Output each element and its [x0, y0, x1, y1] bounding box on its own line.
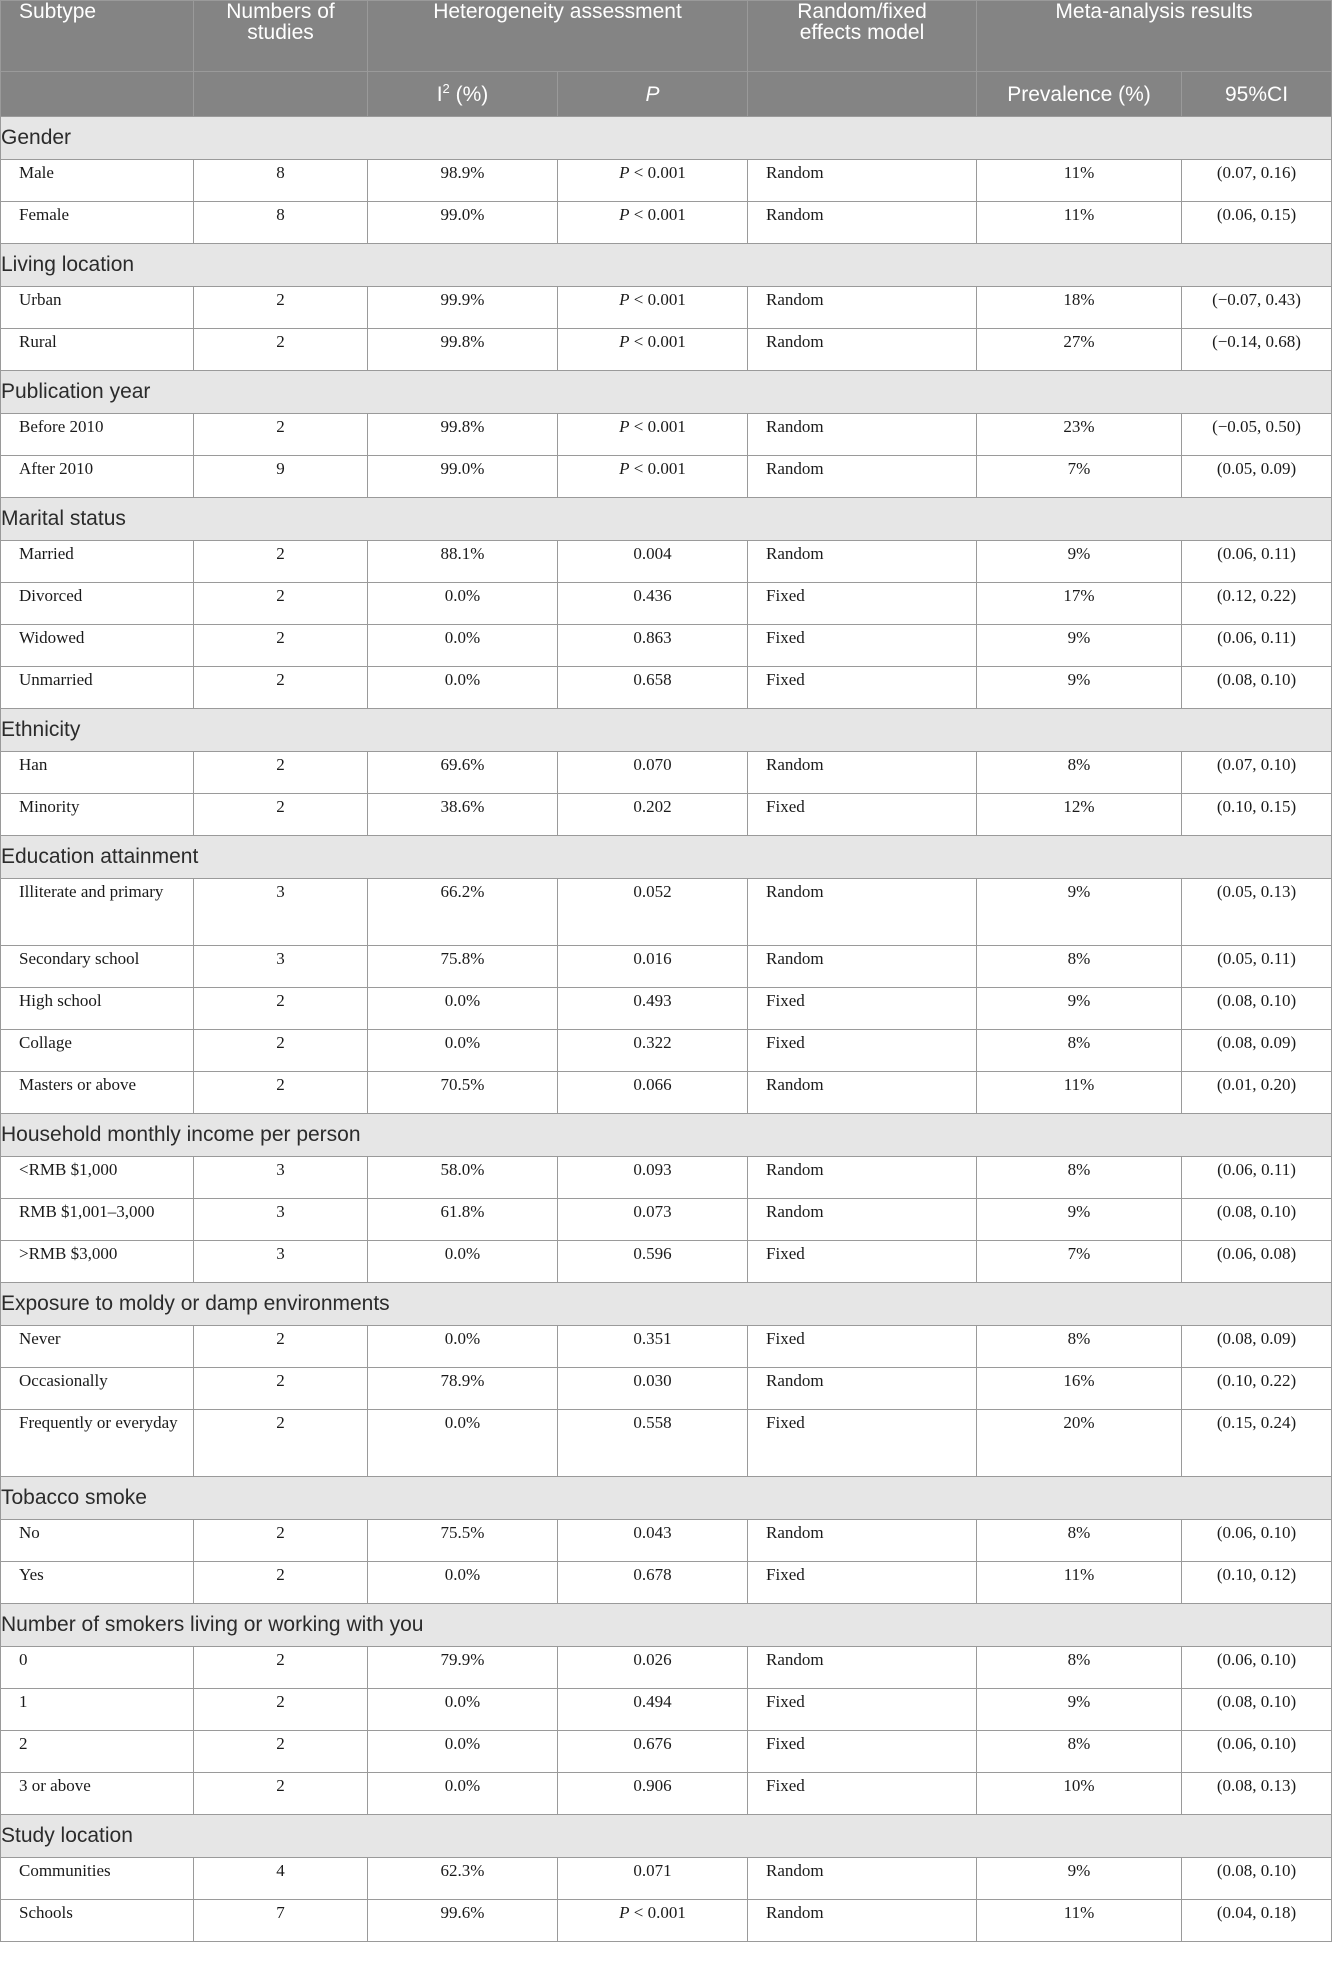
cell-p-value: 0.043 [558, 1520, 748, 1562]
cell-subtype: Masters or above [1, 1072, 194, 1114]
cell-model: Fixed [748, 583, 977, 625]
cell-numbers-of-studies: 2 [194, 794, 368, 836]
table-row [1, 160, 1332, 202]
cell-prevalence: 8% [977, 752, 1182, 794]
group-title: Education attainment [1, 836, 1332, 879]
header-numbers-of-studies: Numbers of studies [194, 1, 368, 72]
cell-numbers-of-studies: 4 [194, 1858, 368, 1900]
cell-prevalence: 8% [977, 1030, 1182, 1072]
cell-ci: (0.08, 0.10) [1182, 667, 1332, 709]
cell-ci: (0.07, 0.10) [1182, 752, 1332, 794]
cell-prevalence: 9% [977, 1689, 1182, 1731]
cell-ci: (0.10, 0.15) [1182, 794, 1332, 836]
cell-numbers-of-studies: 7 [194, 1900, 368, 1942]
cell-model: Fixed [748, 1410, 977, 1477]
cell-ci: (0.06, 0.08) [1182, 1241, 1332, 1283]
header-empty-1 [1, 72, 194, 117]
cell-prevalence: 9% [977, 1199, 1182, 1241]
cell-model: Random [748, 1072, 977, 1114]
cell-numbers-of-studies: 2 [194, 1072, 368, 1114]
cell-p-value: 0.030 [558, 1368, 748, 1410]
cell-ci: (0.06, 0.10) [1182, 1520, 1332, 1562]
cell-subtype: Never [1, 1326, 194, 1368]
cell-prevalence: 11% [977, 1562, 1182, 1604]
cell-p-value: 0.004 [558, 541, 748, 583]
cell-subtype: Schools [1, 1900, 194, 1942]
cell-p-value: 0.658 [558, 667, 748, 709]
table-row [1, 1647, 1332, 1689]
cell-ci: (−0.14, 0.68) [1182, 329, 1332, 371]
cell-subtype: Male [1, 160, 194, 202]
cell-subtype: No [1, 1520, 194, 1562]
cell-model: Random [748, 456, 977, 498]
cell-prevalence: 11% [977, 1072, 1182, 1114]
group-title: Study location [1, 1815, 1332, 1858]
cell-numbers-of-studies: 2 [194, 1520, 368, 1562]
cell-model: Fixed [748, 1689, 977, 1731]
header-p: P [558, 72, 748, 117]
table-row [1, 946, 1332, 988]
cell-ci: (0.06, 0.15) [1182, 202, 1332, 244]
table-row [1, 1326, 1332, 1368]
cell-p-value: 0.494 [558, 1689, 748, 1731]
group-row [1, 244, 1332, 287]
cell-ci: (0.06, 0.11) [1182, 625, 1332, 667]
cell-model: Fixed [748, 1030, 977, 1072]
cell-p-value: 0.436 [558, 583, 748, 625]
group-title: Ethnicity [1, 709, 1332, 752]
cell-numbers-of-studies: 3 [194, 1241, 368, 1283]
cell-prevalence: 8% [977, 1647, 1182, 1689]
cell-ci: (0.08, 0.10) [1182, 1689, 1332, 1731]
cell-i2: 0.0% [368, 988, 558, 1030]
cell-i2: 0.0% [368, 667, 558, 709]
cell-i2: 69.6% [368, 752, 558, 794]
cell-prevalence: 16% [977, 1368, 1182, 1410]
cell-i2: 58.0% [368, 1157, 558, 1199]
cell-model: Random [748, 1199, 977, 1241]
cell-i2: 99.6% [368, 1900, 558, 1942]
cell-model: Random [748, 541, 977, 583]
table-row [1, 879, 1332, 946]
cell-prevalence: 8% [977, 946, 1182, 988]
table-row [1, 414, 1332, 456]
cell-prevalence: 7% [977, 456, 1182, 498]
table-row [1, 794, 1332, 836]
cell-subtype: Occasionally [1, 1368, 194, 1410]
cell-prevalence: 20% [977, 1410, 1182, 1477]
cell-p-value: P < 0.001 [558, 202, 748, 244]
cell-prevalence: 9% [977, 879, 1182, 946]
group-row [1, 709, 1332, 752]
cell-numbers-of-studies: 2 [194, 752, 368, 794]
cell-i2: 0.0% [368, 625, 558, 667]
cell-p-value: 0.676 [558, 1731, 748, 1773]
cell-i2: 38.6% [368, 794, 558, 836]
cell-i2: 98.9% [368, 160, 558, 202]
cell-i2: 0.0% [368, 1731, 558, 1773]
cell-subtype: High school [1, 988, 194, 1030]
cell-subtype: Unmarried [1, 667, 194, 709]
cell-p-value: 0.322 [558, 1030, 748, 1072]
table-row [1, 1520, 1332, 1562]
cell-subtype: Secondary school [1, 946, 194, 988]
header-empty-3 [748, 72, 977, 117]
cell-p-value: 0.493 [558, 988, 748, 1030]
cell-ci: (−0.07, 0.43) [1182, 287, 1332, 329]
table-row [1, 456, 1332, 498]
cell-model: Fixed [748, 625, 977, 667]
cell-ci: (0.06, 0.10) [1182, 1647, 1332, 1689]
cell-i2: 0.0% [368, 1326, 558, 1368]
header-meta-analysis: Meta-analysis results [977, 1, 1332, 72]
cell-i2: 99.9% [368, 287, 558, 329]
cell-ci: (0.04, 0.18) [1182, 1900, 1332, 1942]
cell-model: Fixed [748, 1241, 977, 1283]
group-title: Number of smokers living or working with you [1, 1604, 1332, 1647]
cell-i2: 88.1% [368, 541, 558, 583]
group-row [1, 1604, 1332, 1647]
cell-prevalence: 8% [977, 1731, 1182, 1773]
cell-p-value: 0.558 [558, 1410, 748, 1477]
cell-ci: (0.08, 0.09) [1182, 1326, 1332, 1368]
cell-prevalence: 11% [977, 160, 1182, 202]
cell-ci: (0.08, 0.10) [1182, 1858, 1332, 1900]
cell-subtype: Before 2010 [1, 414, 194, 456]
cell-i2: 79.9% [368, 1647, 558, 1689]
cell-numbers-of-studies: 3 [194, 1157, 368, 1199]
cell-p-value: 0.351 [558, 1326, 748, 1368]
group-title: Exposure to moldy or damp environments [1, 1283, 1332, 1326]
table-row [1, 1731, 1332, 1773]
group-title: Gender [1, 117, 1332, 160]
cell-prevalence: 8% [977, 1326, 1182, 1368]
cell-i2: 0.0% [368, 1241, 558, 1283]
cell-subtype: Han [1, 752, 194, 794]
cell-numbers-of-studies: 2 [194, 329, 368, 371]
cell-i2: 0.0% [368, 1030, 558, 1072]
group-title: Publication year [1, 371, 1332, 414]
cell-numbers-of-studies: 2 [194, 1410, 368, 1477]
cell-model: Random [748, 879, 977, 946]
cell-subtype: Illiterate and primary [1, 879, 194, 946]
table-row [1, 583, 1332, 625]
group-row [1, 1283, 1332, 1326]
cell-ci: (0.10, 0.22) [1182, 1368, 1332, 1410]
header-model: Random/fixed effects model [748, 1, 977, 72]
cell-p-value: 0.071 [558, 1858, 748, 1900]
cell-model: Random [748, 1368, 977, 1410]
cell-numbers-of-studies: 2 [194, 1731, 368, 1773]
cell-i2: 99.8% [368, 414, 558, 456]
group-row [1, 498, 1332, 541]
cell-model: Random [748, 1858, 977, 1900]
table-row [1, 541, 1332, 583]
cell-p-value: 0.678 [558, 1562, 748, 1604]
cell-i2: 99.0% [368, 456, 558, 498]
cell-prevalence: 27% [977, 329, 1182, 371]
cell-subtype: <RMB $1,000 [1, 1157, 194, 1199]
cell-ci: (0.15, 0.24) [1182, 1410, 1332, 1477]
table-row [1, 1241, 1332, 1283]
table-row [1, 1072, 1332, 1114]
cell-subtype: 2 [1, 1731, 194, 1773]
cell-ci: (0.08, 0.13) [1182, 1773, 1332, 1815]
cell-model: Random [748, 414, 977, 456]
table-row [1, 1368, 1332, 1410]
cell-model: Fixed [748, 1326, 977, 1368]
cell-numbers-of-studies: 2 [194, 1562, 368, 1604]
cell-p-value: 0.016 [558, 946, 748, 988]
cell-p-value: 0.863 [558, 625, 748, 667]
cell-p-value: 0.070 [558, 752, 748, 794]
cell-model: Random [748, 1900, 977, 1942]
cell-numbers-of-studies: 2 [194, 1689, 368, 1731]
cell-p-value: P < 0.001 [558, 160, 748, 202]
table-row [1, 329, 1332, 371]
group-title: Living location [1, 244, 1332, 287]
cell-p-value: P < 0.001 [558, 1900, 748, 1942]
cell-subtype: >RMB $3,000 [1, 1241, 194, 1283]
table-row [1, 625, 1332, 667]
group-row [1, 117, 1332, 160]
cell-p-value: 0.052 [558, 879, 748, 946]
cell-numbers-of-studies: 8 [194, 160, 368, 202]
cell-numbers-of-studies: 2 [194, 1773, 368, 1815]
cell-prevalence: 9% [977, 541, 1182, 583]
cell-p-value: P < 0.001 [558, 287, 748, 329]
cell-ci: (0.06, 0.10) [1182, 1731, 1332, 1773]
cell-model: Fixed [748, 988, 977, 1030]
cell-model: Random [748, 160, 977, 202]
cell-subtype: Collage [1, 1030, 194, 1072]
cell-i2: 0.0% [368, 1562, 558, 1604]
cell-numbers-of-studies: 3 [194, 879, 368, 946]
cell-p-value: 0.026 [558, 1647, 748, 1689]
cell-ci: (0.08, 0.10) [1182, 1199, 1332, 1241]
cell-p-value: 0.906 [558, 1773, 748, 1815]
cell-model: Random [748, 1647, 977, 1689]
table-row [1, 1858, 1332, 1900]
cell-prevalence: 11% [977, 202, 1182, 244]
group-row [1, 836, 1332, 879]
cell-prevalence: 23% [977, 414, 1182, 456]
cell-model: Random [748, 287, 977, 329]
cell-ci: (0.05, 0.11) [1182, 946, 1332, 988]
cell-model: Random [748, 752, 977, 794]
cell-subtype: After 2010 [1, 456, 194, 498]
cell-p-value: P < 0.001 [558, 414, 748, 456]
table-row [1, 1562, 1332, 1604]
cell-model: Random [748, 202, 977, 244]
cell-model: Random [748, 1157, 977, 1199]
group-row [1, 371, 1332, 414]
cell-numbers-of-studies: 2 [194, 1368, 368, 1410]
cell-prevalence: 12% [977, 794, 1182, 836]
cell-numbers-of-studies: 8 [194, 202, 368, 244]
cell-numbers-of-studies: 2 [194, 1326, 368, 1368]
cell-model: Fixed [748, 1773, 977, 1815]
table-row [1, 1773, 1332, 1815]
cell-model: Fixed [748, 667, 977, 709]
cell-i2: 99.0% [368, 202, 558, 244]
cell-subtype: Urban [1, 287, 194, 329]
table-body [1, 117, 1332, 1942]
table-row [1, 988, 1332, 1030]
cell-i2: 0.0% [368, 1773, 558, 1815]
group-row [1, 1114, 1332, 1157]
cell-numbers-of-studies: 3 [194, 1199, 368, 1241]
cell-numbers-of-studies: 9 [194, 456, 368, 498]
cell-p-value: 0.093 [558, 1157, 748, 1199]
cell-model: Random [748, 1520, 977, 1562]
cell-numbers-of-studies: 2 [194, 541, 368, 583]
cell-i2: 62.3% [368, 1858, 558, 1900]
cell-subtype: Married [1, 541, 194, 583]
cell-i2: 0.0% [368, 1689, 558, 1731]
header-row-2 [1, 72, 1332, 117]
cell-numbers-of-studies: 2 [194, 1030, 368, 1072]
header-ci: 95%CI [1182, 72, 1332, 117]
cell-ci: (0.08, 0.09) [1182, 1030, 1332, 1072]
cell-p-value: P < 0.001 [558, 456, 748, 498]
cell-subtype: Widowed [1, 625, 194, 667]
header-heterogeneity: Heterogeneity assessment [368, 1, 748, 72]
cell-subtype: 3 or above [1, 1773, 194, 1815]
cell-i2: 0.0% [368, 1410, 558, 1477]
cell-ci: (0.12, 0.22) [1182, 583, 1332, 625]
cell-subtype: 0 [1, 1647, 194, 1689]
cell-subtype: Female [1, 202, 194, 244]
cell-ci: (0.05, 0.13) [1182, 879, 1332, 946]
cell-p-value: 0.073 [558, 1199, 748, 1241]
group-title: Household monthly income per person [1, 1114, 1332, 1157]
cell-model: Random [748, 329, 977, 371]
cell-subtype: RMB $1,001–3,000 [1, 1199, 194, 1241]
cell-prevalence: 8% [977, 1520, 1182, 1562]
group-row [1, 1815, 1332, 1858]
cell-ci: (0.06, 0.11) [1182, 1157, 1332, 1199]
cell-p-value: 0.202 [558, 794, 748, 836]
cell-subtype: Minority [1, 794, 194, 836]
cell-ci: (0.07, 0.16) [1182, 160, 1332, 202]
cell-prevalence: 17% [977, 583, 1182, 625]
cell-subtype: 1 [1, 1689, 194, 1731]
header-prevalence: Prevalence (%) [977, 72, 1182, 117]
cell-p-value: 0.066 [558, 1072, 748, 1114]
table-row [1, 1157, 1332, 1199]
cell-ci: (−0.05, 0.50) [1182, 414, 1332, 456]
cell-prevalence: 7% [977, 1241, 1182, 1283]
header-subtype: Subtype [1, 1, 194, 72]
cell-numbers-of-studies: 2 [194, 1647, 368, 1689]
cell-i2: 66.2% [368, 879, 558, 946]
table-row [1, 1689, 1332, 1731]
cell-numbers-of-studies: 2 [194, 667, 368, 709]
cell-subtype: Communities [1, 1858, 194, 1900]
cell-numbers-of-studies: 2 [194, 583, 368, 625]
cell-i2: 75.5% [368, 1520, 558, 1562]
group-title: Tobacco smoke [1, 1477, 1332, 1520]
cell-prevalence: 9% [977, 625, 1182, 667]
cell-p-value: 0.596 [558, 1241, 748, 1283]
table-row [1, 202, 1332, 244]
table-row [1, 752, 1332, 794]
cell-i2: 0.0% [368, 583, 558, 625]
table-row [1, 1030, 1332, 1072]
cell-model: Fixed [748, 794, 977, 836]
table-row [1, 1900, 1332, 1942]
cell-prevalence: 18% [977, 287, 1182, 329]
cell-numbers-of-studies: 2 [194, 414, 368, 456]
cell-numbers-of-studies: 2 [194, 988, 368, 1030]
cell-ci: (0.05, 0.09) [1182, 456, 1332, 498]
cell-prevalence: 11% [977, 1900, 1182, 1942]
cell-model: Random [748, 946, 977, 988]
cell-prevalence: 10% [977, 1773, 1182, 1815]
group-title: Marital status [1, 498, 1332, 541]
cell-subtype: Frequently or everyday [1, 1410, 194, 1477]
cell-numbers-of-studies: 3 [194, 946, 368, 988]
cell-prevalence: 8% [977, 1157, 1182, 1199]
header-i2: $I^2$ (%) [368, 72, 558, 117]
cell-numbers-of-studies: 2 [194, 287, 368, 329]
group-row [1, 1477, 1332, 1520]
cell-i2: 78.9% [368, 1368, 558, 1410]
cell-prevalence: 9% [977, 1858, 1182, 1900]
table-row [1, 667, 1332, 709]
cell-ci: (0.01, 0.20) [1182, 1072, 1332, 1114]
cell-i2: 99.8% [368, 329, 558, 371]
cell-subtype: Yes [1, 1562, 194, 1604]
header-empty-2 [194, 72, 368, 117]
cell-prevalence: 9% [977, 667, 1182, 709]
cell-model: Fixed [748, 1562, 977, 1604]
table-row [1, 1199, 1332, 1241]
cell-subtype: Divorced [1, 583, 194, 625]
cell-i2: 70.5% [368, 1072, 558, 1114]
header-row-1 [1, 1, 1332, 72]
table-row [1, 1410, 1332, 1477]
cell-i2: 61.8% [368, 1199, 558, 1241]
cell-i2: 75.8% [368, 946, 558, 988]
cell-p-value: P < 0.001 [558, 329, 748, 371]
cell-subtype: Rural [1, 329, 194, 371]
cell-model: Fixed [748, 1731, 977, 1773]
cell-ci: (0.10, 0.12) [1182, 1562, 1332, 1604]
table-row [1, 287, 1332, 329]
cell-numbers-of-studies: 2 [194, 625, 368, 667]
cell-ci: (0.06, 0.11) [1182, 541, 1332, 583]
cell-ci: (0.08, 0.10) [1182, 988, 1332, 1030]
cell-prevalence: 9% [977, 988, 1182, 1030]
